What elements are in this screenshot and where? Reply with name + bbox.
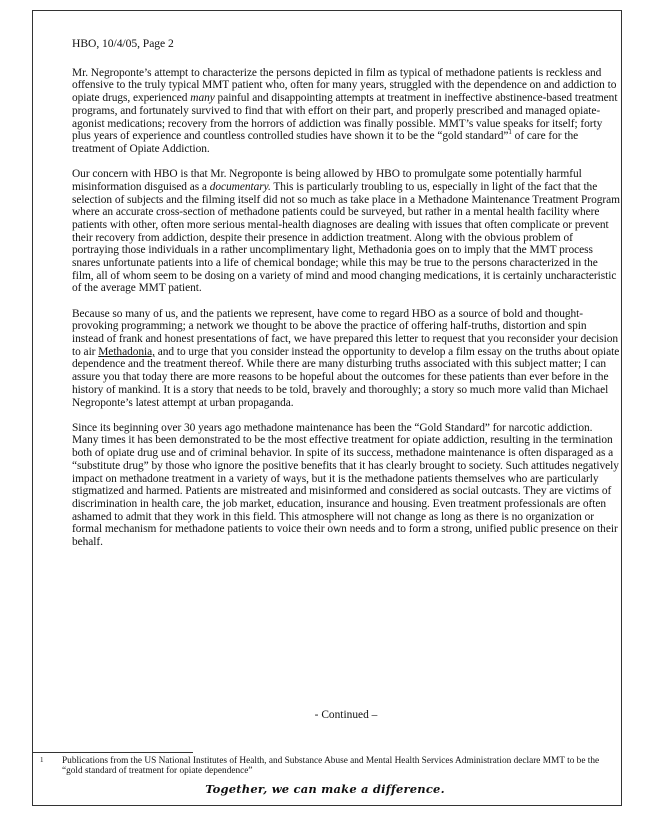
paragraph-text: Mr. Negroponte’s attempt to characterize the persons depicted in film as typical of methadone patients is reckless and offensive to the truly typical MMT patient who, often for many years, struggled with the dependence on and addiction to opiate drugs, experienced: [72, 66, 617, 105]
paragraph: [72, 422, 620, 549]
page-header: HBO, 10/4/05, Page 2: [72, 37, 174, 50]
paragraph-text: Because so many of us, and the patients we represent, have come to regard HBO as a source of bold and thought-provoking programming; a network we thought to be above the practice of offering half-truths, distortion and spin instead of frank and honest presentations of fact, we have prepared this letter to request that you reconsider your decision to air: [72, 307, 619, 358]
letter-body: [72, 38, 620, 561]
paragraph-text: This is particularly troubling to us, especially in light of the fact that the selection of subjects and the filming itself did not so much as take place in a Methadone Maintenance Treatment Program where an accurate cross-section of methadone patients could be surveyed, but rather in a mental health facility where patients with other, often more serious mental-health diagnoses are dealing with issues that often complicate or prevent their recovery from addiction, despite their presence in addiction treatment. Along with the obvious problem of portraying those individuals in a rather uncomplimentary light, Methadonia goes on to imply that the MMT process snares unfortunate patients into a life of chemical bondage; while this may be true to the persons characterized in the film, all of whom seem to be dosing on a variety of mind and mood changing medications, it is certainly uncharacteristic of the average MMT patient.: [72, 180, 620, 295]
underlined-title: Methadonia,: [98, 345, 155, 358]
paragraph-text: painful and disappointing attempts at treatment in ineffective abstinence-based treatment programs, and fortunately survived to find that with effort on their part, and properly prescribed and managed opiate-agonist medications; recovery from the horrors of addiction was finally possible. MMT’s value speaks for itself; forty plus years of experience and countless controlled studies have shown it to be the “gold standard”: [72, 92, 618, 143]
italic-text: documentary.: [209, 180, 271, 193]
continued-marker: - Continued –: [314, 709, 378, 721]
paragraph: [72, 168, 620, 295]
paragraph-text: and to urge that you consider instead the opportunity to develop a film essay on the truths about opiate dependence and the treatment thereof. While there are many disturbing truths associated with this subject matter; I can assure you that today there are more reasons to be hopeful about the outcomes for these patients than ever before in the history of mankind. It is a story that needs to be told, bravely and thoroughly; a story so much more valid than Michael Negroponte’s latest attempt at urban propaganda.: [72, 345, 620, 409]
italic-text: many: [190, 92, 215, 105]
paragraph: [72, 67, 620, 156]
paragraph: [72, 308, 620, 410]
footnote-reference: 1: [508, 128, 512, 137]
slogan: Together, we can make a difference.: [205, 782, 445, 796]
footnote: [40, 756, 616, 777]
paragraph-text: Since its beginning over 30 years ago methadone maintenance has been the “Gold Standard” for narcotic addiction. Many times it has been demonstrated to be the most effective treatment for opiate addiction, resulting in the termination both of opiate drug use and of criminal behavior. In spite of its success, methadone maintenance is often disparaged as a “substitute drug” by those who ignore the positive benefits that it has clearly brought to society. Such attitudes negatively impact on methadone treatment in a variety of ways, but it is the methadone patients themselves who are particularly stigmatized and harmed. Patients are mistreated and misinformed and considered as social outcasts. They are victims of discrimination in health care, the job market, education, insurance and housing. Even treatment professionals are often ashamed to admit that they work in this field. This atmosphere will not change as long as there is no organization or formal mechanism for methadone patients to voice their own needs and to form a strong, unified public presence on their behalf.: [72, 421, 619, 549]
footnote-divider: [33, 752, 193, 753]
footnote-number: 1: [40, 756, 44, 764]
paragraph-text: Our concern with HBO is that Mr. Negroponte is being allowed by HBO to promulgate some potentially harmful misinformation disguised as a: [72, 168, 582, 193]
footnote-text: Publications from the US National Institutes of Health, and Substance Abuse and Mental Health Services Administration declare MMT to be the “gold standard of treatment for opiate dependence”: [62, 756, 600, 777]
paragraph-text: of care for the treatment of Opiate Addiction.: [72, 130, 579, 155]
